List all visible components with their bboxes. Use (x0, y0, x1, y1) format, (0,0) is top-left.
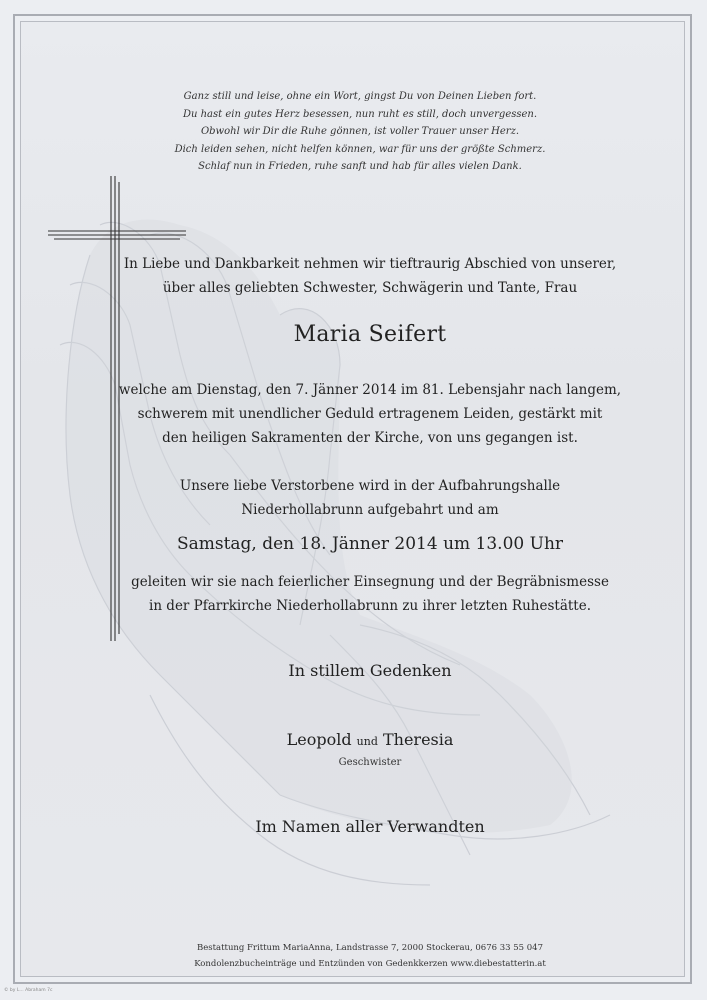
death-line: schwerem mit unendlicher Geduld ertragenem Leiden, gestärkt mit (137, 406, 603, 422)
intro-line: über alles geliebten Schwester, Schwägerin und Tante, Frau (162, 280, 578, 296)
mourners-names (60, 730, 680, 749)
poem (40, 88, 680, 176)
poem-line: Du hast ein gutes Herz besessen, nun ruht es still, doch unvergessen. (182, 108, 538, 120)
mourners-role: Geschwister (338, 757, 402, 768)
mourner-conjunction: und (356, 735, 378, 748)
footer-website: Kondolenzbucheinträge und Entzünden von Gedenkkerzen www.diebestatterin.at (194, 959, 546, 969)
burial-paragraph (60, 570, 680, 618)
relatives-line: Im Namen aller Verwandten (255, 817, 485, 836)
intro-paragraph (60, 252, 680, 300)
poem-line: Ganz still und leise, ohne ein Wort, gingst Du von Deinen Lieben fort. (183, 91, 537, 102)
mourner-second: Theresia (382, 730, 454, 749)
funeral-date: Samstag, den 18. Jänner 2014 um 13.00 Uhr (176, 534, 564, 554)
death-line: welche am Dienstag, den 7. Jänner 2014 im 81. Lebensjahr nach langem, (118, 382, 622, 398)
poem-line: Obwohl wir Dir die Ruhe gönnen, ist voller Trauer unser Herz. (200, 126, 520, 137)
viewing-paragraph (60, 474, 680, 522)
burial-line: in der Pfarrkirche Niederhollabrunn zu ihrer letzten Ruhestätte. (149, 598, 591, 614)
corner-note: © by L... Abraham 7c (4, 988, 53, 993)
poem-line: Dich leiden sehen, nicht helfen können, war für uns der größte Schmerz. (174, 143, 546, 155)
death-line: den heiligen Sakramenten der Kirche, von uns gegangen ist. (162, 430, 578, 446)
poem-line: Schlaf nun in Frieden, ruhe sanft und hab für alles vielen Dank. (198, 161, 522, 172)
deceased-name: Maria Seifert (293, 322, 447, 347)
mourner-first: Leopold (286, 730, 352, 749)
death-paragraph (60, 378, 680, 450)
footer (60, 940, 680, 972)
footer-address: Bestattung Frittum MariaAnna, Landstrasse 7, 2000 Stockerau, 0676 33 55 047 (196, 943, 543, 953)
remembrance-heading: In stillem Gedenken (288, 661, 452, 680)
burial-line: geleiten wir sie nach feierlicher Einsegnung und der Begräbnismesse (131, 574, 609, 590)
viewing-line: Unsere liebe Verstorbene wird in der Aufbahrungshalle (179, 478, 561, 494)
viewing-line: Niederhollabrunn aufgebahrt und am (241, 502, 499, 518)
intro-line: In Liebe und Dankbarkeit nehmen wir tieftraurig Abschied von unserer, (123, 256, 617, 272)
